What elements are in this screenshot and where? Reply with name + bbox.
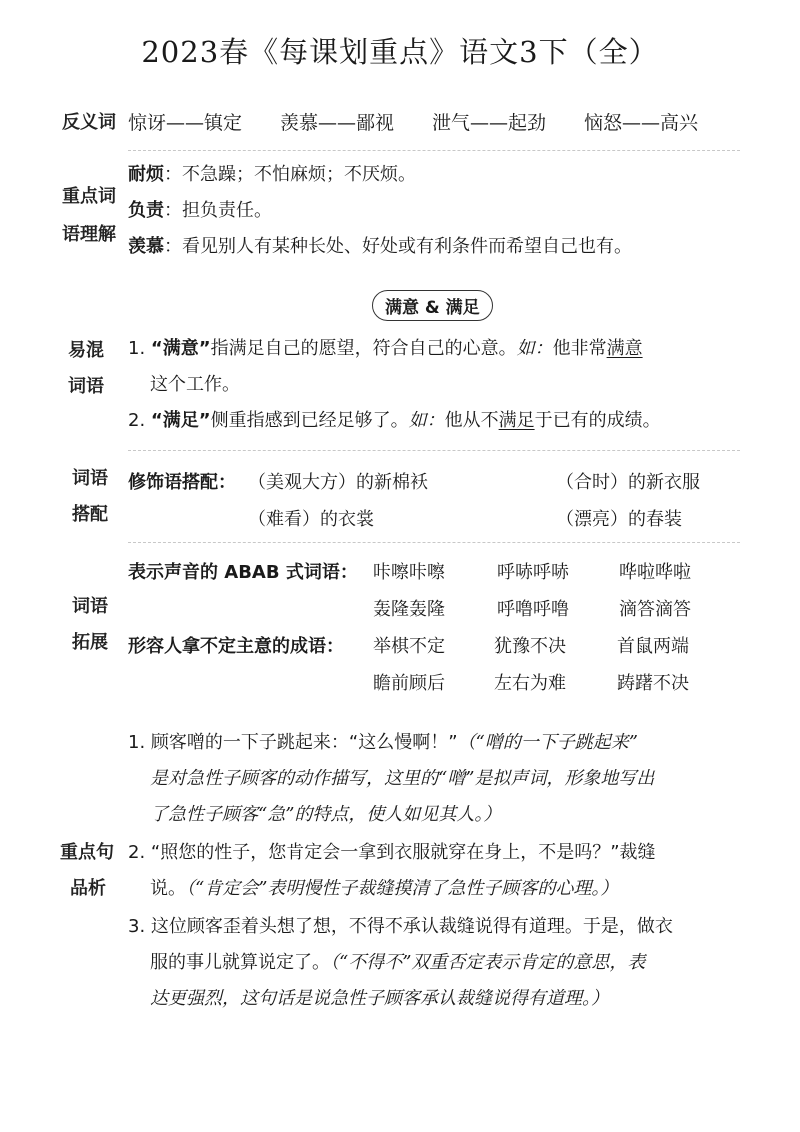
sentence-text: 1. 顾客噌的一下子跳起来：“这么慢啊！” — [128, 732, 458, 753]
idiom: 举棋不定 — [373, 636, 445, 657]
underlined-word: 满意 — [606, 338, 643, 359]
key-words-label-1: 重点词 — [62, 186, 116, 207]
divider — [128, 542, 740, 543]
sentences-label-1: 重点句 — [60, 842, 114, 863]
sound-word: 轰隆轰隆 — [373, 599, 445, 620]
confusable-term: “满足” — [150, 410, 211, 431]
antonyms-label: 反义词 — [62, 112, 116, 133]
item-number: 1. — [128, 338, 146, 359]
example-text: 于已有的成绩。 — [534, 410, 661, 431]
sentence-note: （“不得不”双重否定表示肯定的意思，表 — [330, 952, 646, 973]
confusable-item-1 — [128, 334, 643, 364]
sentence-3-line-2 — [150, 948, 645, 978]
expansion-lead: 表示声音的 ABAB 式词语： — [128, 562, 358, 583]
page-title: 2023春《每课划重点》语文3下（全） — [141, 35, 659, 69]
sentence-3-line-1: 3. 这位顾客歪着头想了想，不得不承认裁缝说得有道理。于是，做衣 — [128, 916, 673, 937]
confusable-item-1-cont: 这个工作。 — [150, 374, 240, 395]
confusable-label-1: 易混 — [68, 340, 104, 361]
collocation-label-1: 词语 — [72, 468, 108, 489]
sentence-3-line-3: 达更强烈，这句话是说急性子顾客承认裁缝说得有道理。） — [150, 988, 609, 1009]
example-mark: 如： — [516, 338, 553, 359]
idiom: 瞻前顾后 — [373, 673, 445, 694]
collocation-item: （美观大方）的新棉袄 — [248, 472, 428, 493]
divider — [128, 450, 740, 451]
expansion-lead: 形容人拿不定主意的成语： — [128, 636, 344, 657]
confusable-term: “满意” — [150, 338, 211, 359]
sound-word: 呼噜呼噜 — [497, 599, 569, 620]
sentence-note: （“噌的一下子跳起来” — [457, 732, 638, 753]
key-word-term: 耐烦 — [128, 164, 164, 185]
collocation-item: （难看）的衣裳 — [248, 509, 374, 530]
idiom: 犹豫不决 — [494, 636, 566, 657]
key-word-def: ：担负责任。 — [164, 200, 272, 221]
collocation-label-2: 搭配 — [72, 504, 108, 525]
key-words-label-2: 语理解 — [62, 224, 116, 245]
sentence-2-line-2 — [150, 874, 618, 904]
key-word-def: ：看见别人有某种长处、好处或有利条件而希望自己也有。 — [164, 236, 632, 257]
example-mark: 如： — [408, 410, 445, 431]
expansion-label-2: 拓展 — [72, 632, 108, 653]
sentence-1-line-2: 是对急性子顾客的动作描写，这里的“噌”是拟声词，形象地写出 — [150, 768, 655, 789]
idiom: 左右为难 — [494, 673, 566, 694]
key-word-term: 羡慕 — [128, 236, 164, 257]
confusable-def: 侧重指感到已经足够了。 — [210, 410, 409, 431]
sentence-2-line-1: 2. “照您的性子，您肯定会一拿到衣服就穿在身上，不是吗？”裁缝 — [128, 842, 656, 863]
antonyms-text: 惊讶——镇定 羡慕——鄙视 泄气——起劲 恼怒——高兴 — [128, 112, 699, 134]
confusable-label-2: 词语 — [68, 376, 104, 397]
idiom: 踌躇不决 — [617, 673, 689, 694]
sentence-1-line-1 — [128, 728, 638, 758]
sentence-note: （“肯定会”表明慢性子裁缝摸清了急性子顾客的心理。） — [186, 878, 619, 899]
example-text: 他从不 — [444, 410, 499, 431]
collocation-item: （漂亮）的春装 — [556, 509, 682, 530]
sentence-text: 说。 — [150, 878, 186, 899]
collocation-item: （合时）的新衣服 — [556, 472, 700, 493]
item-number: 2. — [128, 410, 146, 431]
key-word-item — [128, 160, 416, 190]
sound-word: 呼哧呼哧 — [497, 562, 569, 583]
expansion-label-1: 词语 — [72, 596, 108, 617]
sound-word: 哗啦哗啦 — [619, 562, 691, 583]
key-word-item — [128, 232, 632, 262]
sentence-1-line-3: 了急性子顾客“急”的特点，使人如见其人。） — [150, 804, 502, 825]
example-text: 他非常 — [552, 338, 607, 359]
collocation-lead: 修饰语搭配： — [128, 472, 236, 493]
sentences-label-2: 品析 — [70, 878, 106, 899]
idiom: 首鼠两端 — [617, 636, 689, 657]
sentence-text: 服的事儿就算说定了。 — [150, 952, 330, 973]
confusable-badge: 满意 & 满足 — [372, 290, 493, 321]
key-word-item — [128, 196, 272, 226]
confusable-def: 指满足自己的愿望，符合自己的心意。 — [210, 338, 517, 359]
key-word-def: ：不急躁；不怕麻烦；不厌烦。 — [164, 164, 416, 185]
sound-word: 滴答滴答 — [619, 599, 691, 620]
underlined-word: 满足 — [498, 410, 535, 431]
divider — [128, 150, 740, 151]
sound-word: 咔嚓咔嚓 — [373, 562, 445, 583]
confusable-item-2 — [128, 406, 661, 436]
key-word-term: 负责 — [128, 200, 164, 221]
